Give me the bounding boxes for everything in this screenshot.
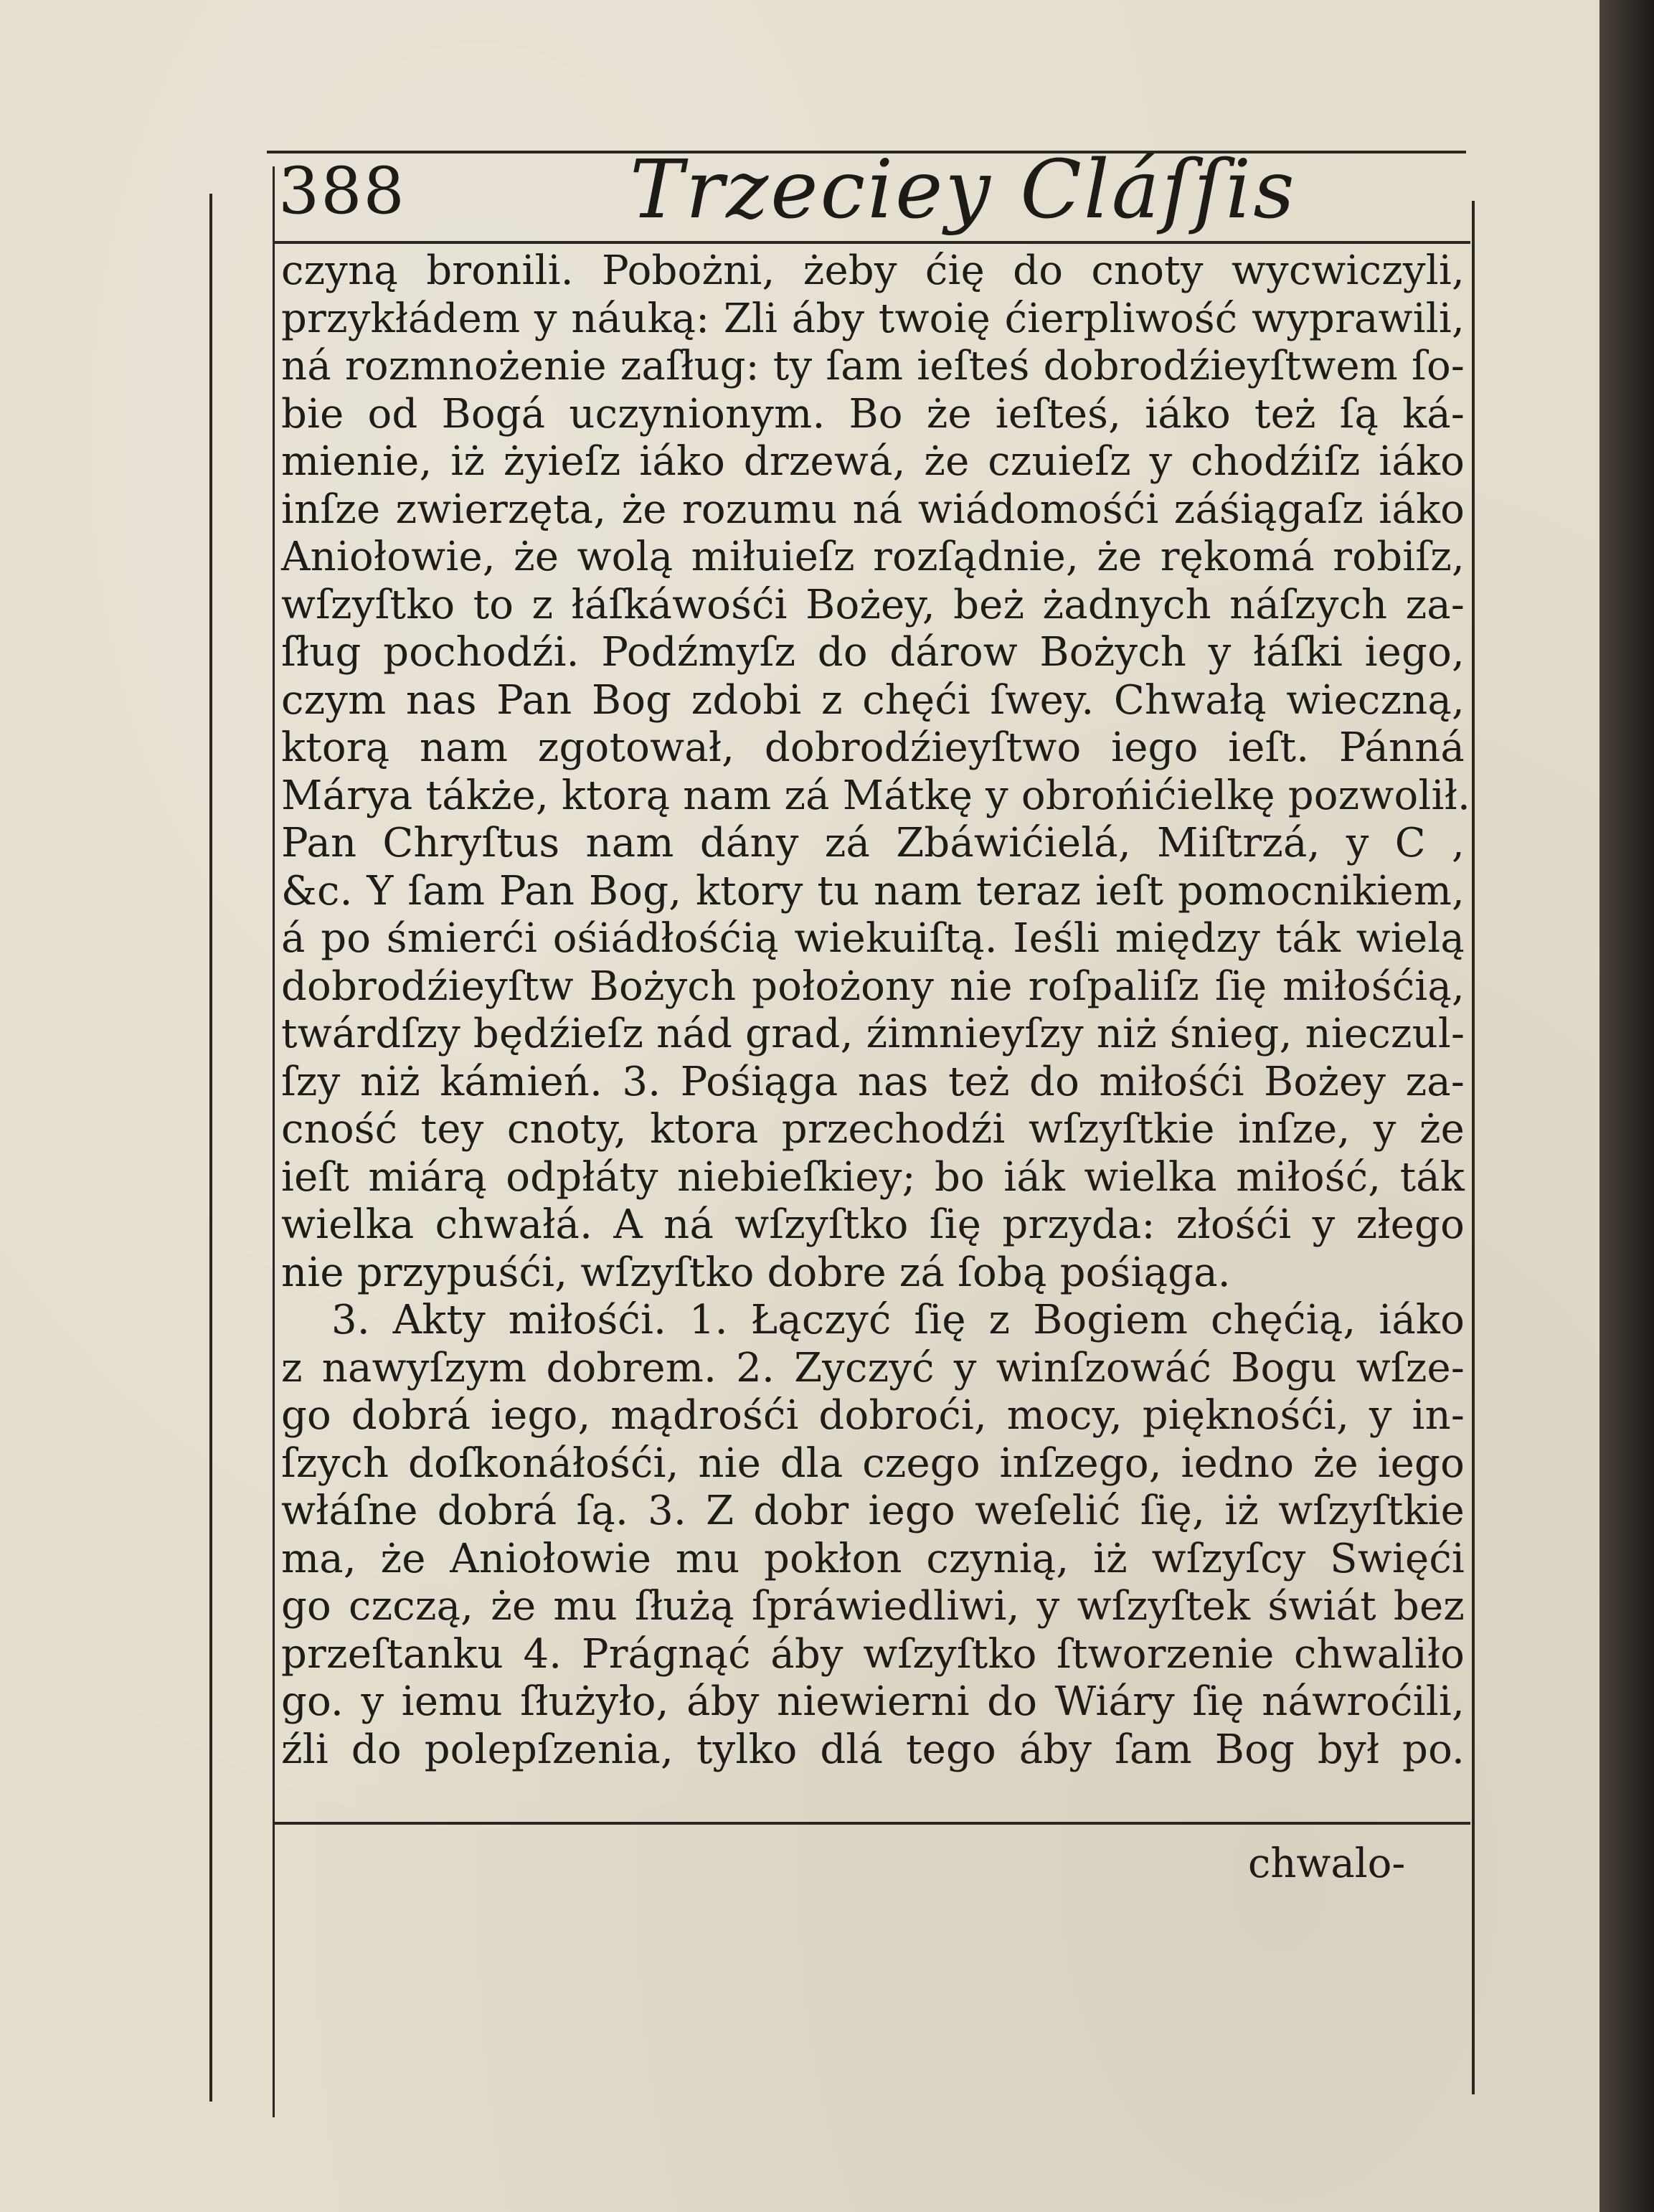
text-line: przeſtanku 4. Prágnąć áby wſzyſtko ſtworzenie chwaliło: [281, 1630, 1465, 1678]
page-number: 388: [278, 153, 406, 229]
text-line: dobrodźieyſtw Bożych położony nie roſpaliſz ſię miłośćią,: [281, 963, 1465, 1010]
text-line: twárdſzy będźieſz nád grad, źimnieyſzy niż śnieg, nieczul-: [281, 1011, 1465, 1057]
text-line: Aniołowie, że wolą miłuieſz rozſądnie, że rękomá robiſz,: [281, 534, 1465, 580]
text-line: przykłádem y náuką: Zli áby twoię ćierpliwość wyprawili,: [281, 295, 1465, 342]
text-line: Pan Chryſtus nam dány zá Zbáwićielá, Miſtrzá, y C ,: [281, 820, 1465, 866]
text-line: go dobrá iego, mądrośći dobroći, mocy, pięknośći, y in-: [281, 1392, 1465, 1439]
text-line: ſług pochodźi. Podźmyſz do dárow Bożych y łáſki iego,: [281, 629, 1465, 676]
text-line: ieſt miárą odpłáty niebieſkiey; bo iák wielka miłość, ták: [281, 1153, 1465, 1201]
text-line: mienie, iż żyieſz iáko drzewá, że czuieſz y chodźiſz iáko: [281, 438, 1465, 485]
text-line: go czczą, że mu ſłużą ſpráwiedliwi, y wſzyſtek świát bez: [281, 1583, 1465, 1630]
bottom-frame-rule: [274, 1822, 1470, 1825]
left-inner-frame-rule: [273, 166, 275, 2117]
right-frame-rule: [1472, 201, 1475, 2094]
text-line: bie od Bogá uczynionym. Bo że ieſteś, iáko też ſą ká-: [281, 390, 1465, 438]
text-line: nie przypuśći, wſzyſtko dobre zá ſobą pośiąga.: [281, 1249, 1231, 1296]
adjacent-page-edge: [1599, 0, 1654, 2212]
body-text: [281, 247, 1471, 1774]
text-line: 3. Akty miłośći. 1. Łączyć ſię z Bogiem chęćią, iáko: [331, 1297, 1465, 1343]
text-line: ſzych doſkonáłośći, nie dla czego inſzego, iedno że iego: [281, 1440, 1465, 1487]
text-line: źli do polepſzenia, tylko dlá tego áby ſam Bog był po.: [281, 1726, 1465, 1773]
text-line: z nawyſzym dobrem. 2. Zyczyć y winſzowáć Bogu wſze-: [281, 1344, 1465, 1391]
text-line: ſzy niż kámień. 3. Pośiąga nas też do miłośći Bożey za-: [281, 1058, 1465, 1105]
text-line: á po śmierći ośiádłośćią wiekuiſtą. Ieśli między ták wielą: [281, 915, 1465, 962]
text-line: Márya tákże, ktorą nam zá Mátkę y obrońićielkę pozwolił.: [281, 772, 1471, 819]
text-line: wielka chwałá. A ná wſzyſtko ſię przyda: złośći y złego: [281, 1201, 1465, 1248]
left-outer-frame-rule: [209, 194, 212, 2102]
text-line: czym nas Pan Bog zdobi z chęći ſwey. Chwałą wieczną,: [281, 676, 1465, 724]
text-line: inſze zwierzęta, że rozumu ná wiádomośći záśiągaſz iáko: [281, 486, 1465, 533]
text-line: czyną bronili. Pobożni, żeby ćię do cnoty wycwiczyli,: [281, 247, 1465, 294]
text-line: go. y iemu ſłużyło, áby niewierni do Wiáry ſię náwroćili,: [281, 1678, 1465, 1725]
text-line: ná rozmnożenie zaſług: ty ſam ieſteś dobrodźieyſtwem ſo-: [281, 343, 1465, 389]
text-line: &c. Y ſam Pan Bog, ktory tu nam teraz ieſt pomocnikiem,: [281, 867, 1465, 914]
text-line: cność tey cnoty, ktora przechodźi wſzyſtkie inſze, y że: [281, 1106, 1465, 1153]
text-line: wſzyſtko to z łáſkáwośći Bożey, beż żadnych náſzych za-: [281, 581, 1465, 628]
running-head: Trzeciey Cláſſis: [630, 143, 1297, 237]
text-line: włáſne dobrá ſą. 3. Z dobr iego weſelić ſię, iż wſzyſtkie: [281, 1488, 1465, 1534]
page-header: [278, 143, 1426, 244]
text-line: ktorą nam zgotował, dobrodźieyſtwo iego ieſt. Pánná: [281, 724, 1465, 771]
catchword: chwalo-: [1248, 1840, 1406, 1887]
text-line: ma, że Aniołowie mu pokłon czynią, iż wſzyſcy Swięći: [281, 1535, 1465, 1582]
